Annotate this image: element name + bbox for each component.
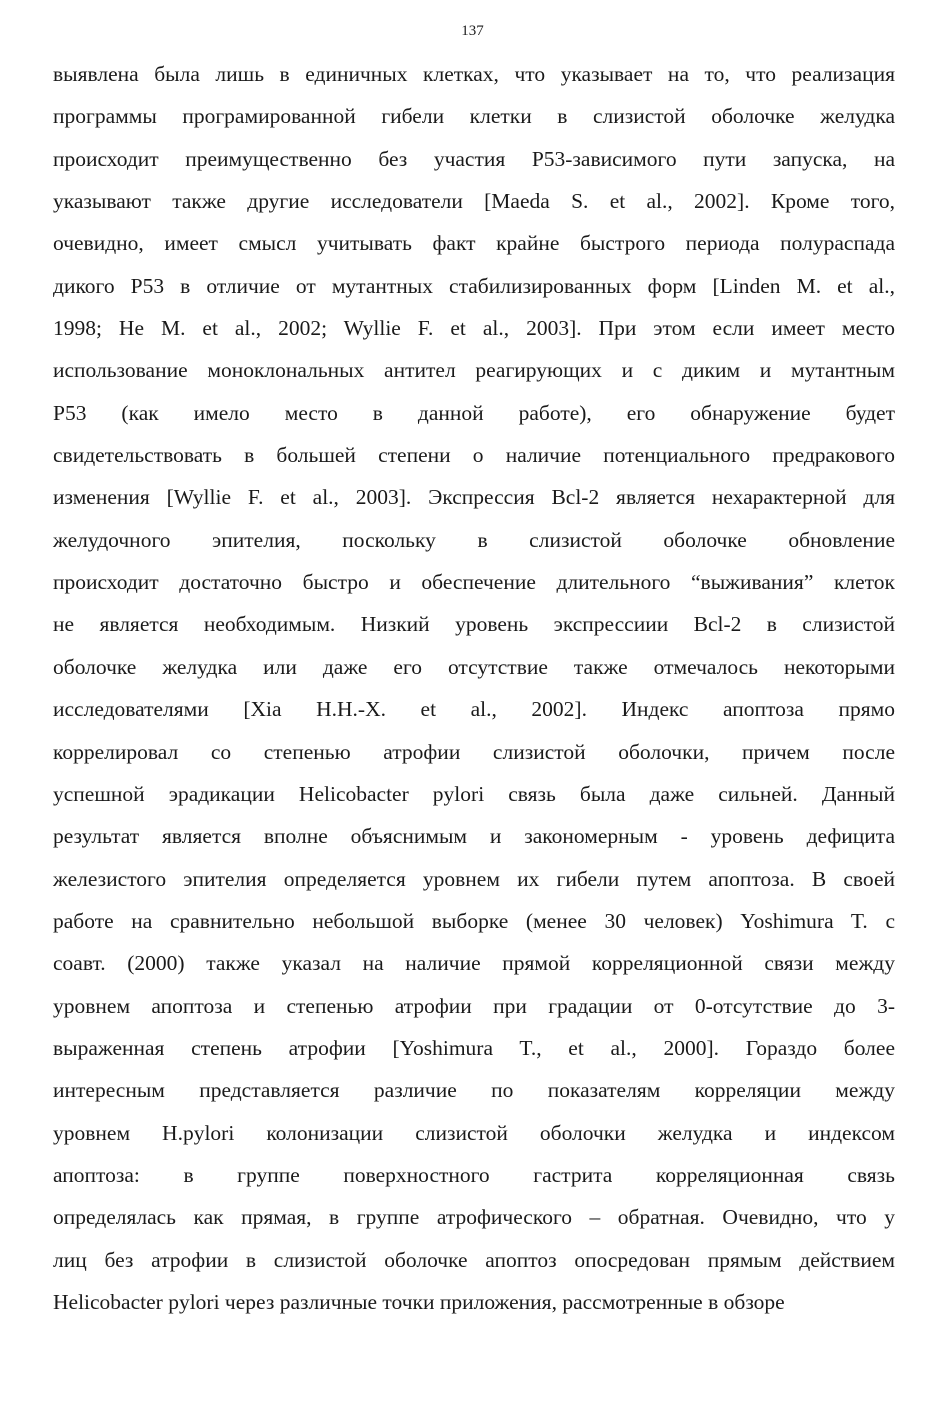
text-line: желудочного эпителия, поскольку в слизистой оболочке обновление [53,527,895,552]
text-line: оболочке желудка или даже его отсутствие также отмечалось некоторыми [53,654,895,679]
text-line: результат является вполне объяснимым и закономерным - уровень дефицита [53,824,895,849]
text-line: апоптоза: в группе поверхностного гастрита корреляционная связь [53,1162,895,1187]
text-line: выраженная степень атрофии [Yoshimura T., et al., 2000]. Гораздо более [53,1035,895,1060]
text-line: использование моноклональных антител реагирующих и с диким и мутантным [53,358,895,383]
text-line: лиц без атрофии в слизистой оболочке апоптоз опосредован прямым действием [53,1247,895,1272]
text-line: коррелировал со степенью атрофии слизистой оболочки, причем после [53,739,895,764]
text-line: соавт. (2000) также указал на наличие прямой корреляционной связи между [53,951,895,976]
text-line: происходит преимущественно без участия P53-зависимого пути запуска, на [53,146,895,171]
text-line: 1998; He M. et al., 2002; Wyllie F. et al., 2003]. При этом если имеет место [53,316,895,341]
text-line: происходит достаточно быстро и обеспечение длительного “выживания” клеток [53,570,895,595]
text-line: железистого эпителия определяется уровнем их гибели путем апоптоза. В своей [53,866,895,891]
text-line: уровнем апоптоза и степенью атрофии при градации от 0-отсутствие до 3- [53,993,895,1018]
text-line: уровнем H.pylori колонизации слизистой оболочки желудка и индексом [53,1120,895,1145]
page-number: 137 [461,23,484,39]
text-line: очевидно, имеет смысл учитывать факт крайне быстрого периода полураспада [53,231,895,256]
text-line: Helicobacter pylori через различные точки приложения, рассмотренные в обзоре [53,1289,785,1314]
text-line: программы програмированной гибели клетки в слизистой оболочке желудка [53,104,895,129]
text-line: изменения [Wyllie F. et al., 2003]. Экспрессия Bcl-2 является нехарактерной для [53,485,895,510]
text-line: исследователями [Xia H.H.-X. et al., 2002]. Индекс апоптоза прямо [53,697,895,722]
text-line: выявлена была лишь в единичных клетках, что указывает на то, что реализация [53,62,895,86]
text-line: дикого P53 в отличие от мутантных стабилизированных форм [Linden M. et al., [53,273,895,298]
text-line: P53 (как имело место в данной работе), его обнаружение будет [53,400,895,425]
body-text [53,59,895,1329]
text-line: указывают также другие исследователи [Maeda S. et al., 2002]. Кроме того, [53,189,895,214]
text-line: успешной эрадикации Helicobacter pylori связь была даже сильней. Данный [53,781,895,806]
text-line: определялась как прямая, в группе атрофического – обратная. Очевидно, что у [53,1205,895,1230]
text-line: интересным представляется различие по показателям корреляции между [53,1078,895,1103]
text-line: работе на сравнительно небольшой выборке (менее 30 человек) Yoshimura T. с [53,908,895,933]
text-line: свидетельствовать в большей степени о наличие потенциального предракового [53,443,895,468]
text-line: не является необходимым. Низкий уровень экспрессиии Bcl-2 в слизистой [53,612,895,637]
